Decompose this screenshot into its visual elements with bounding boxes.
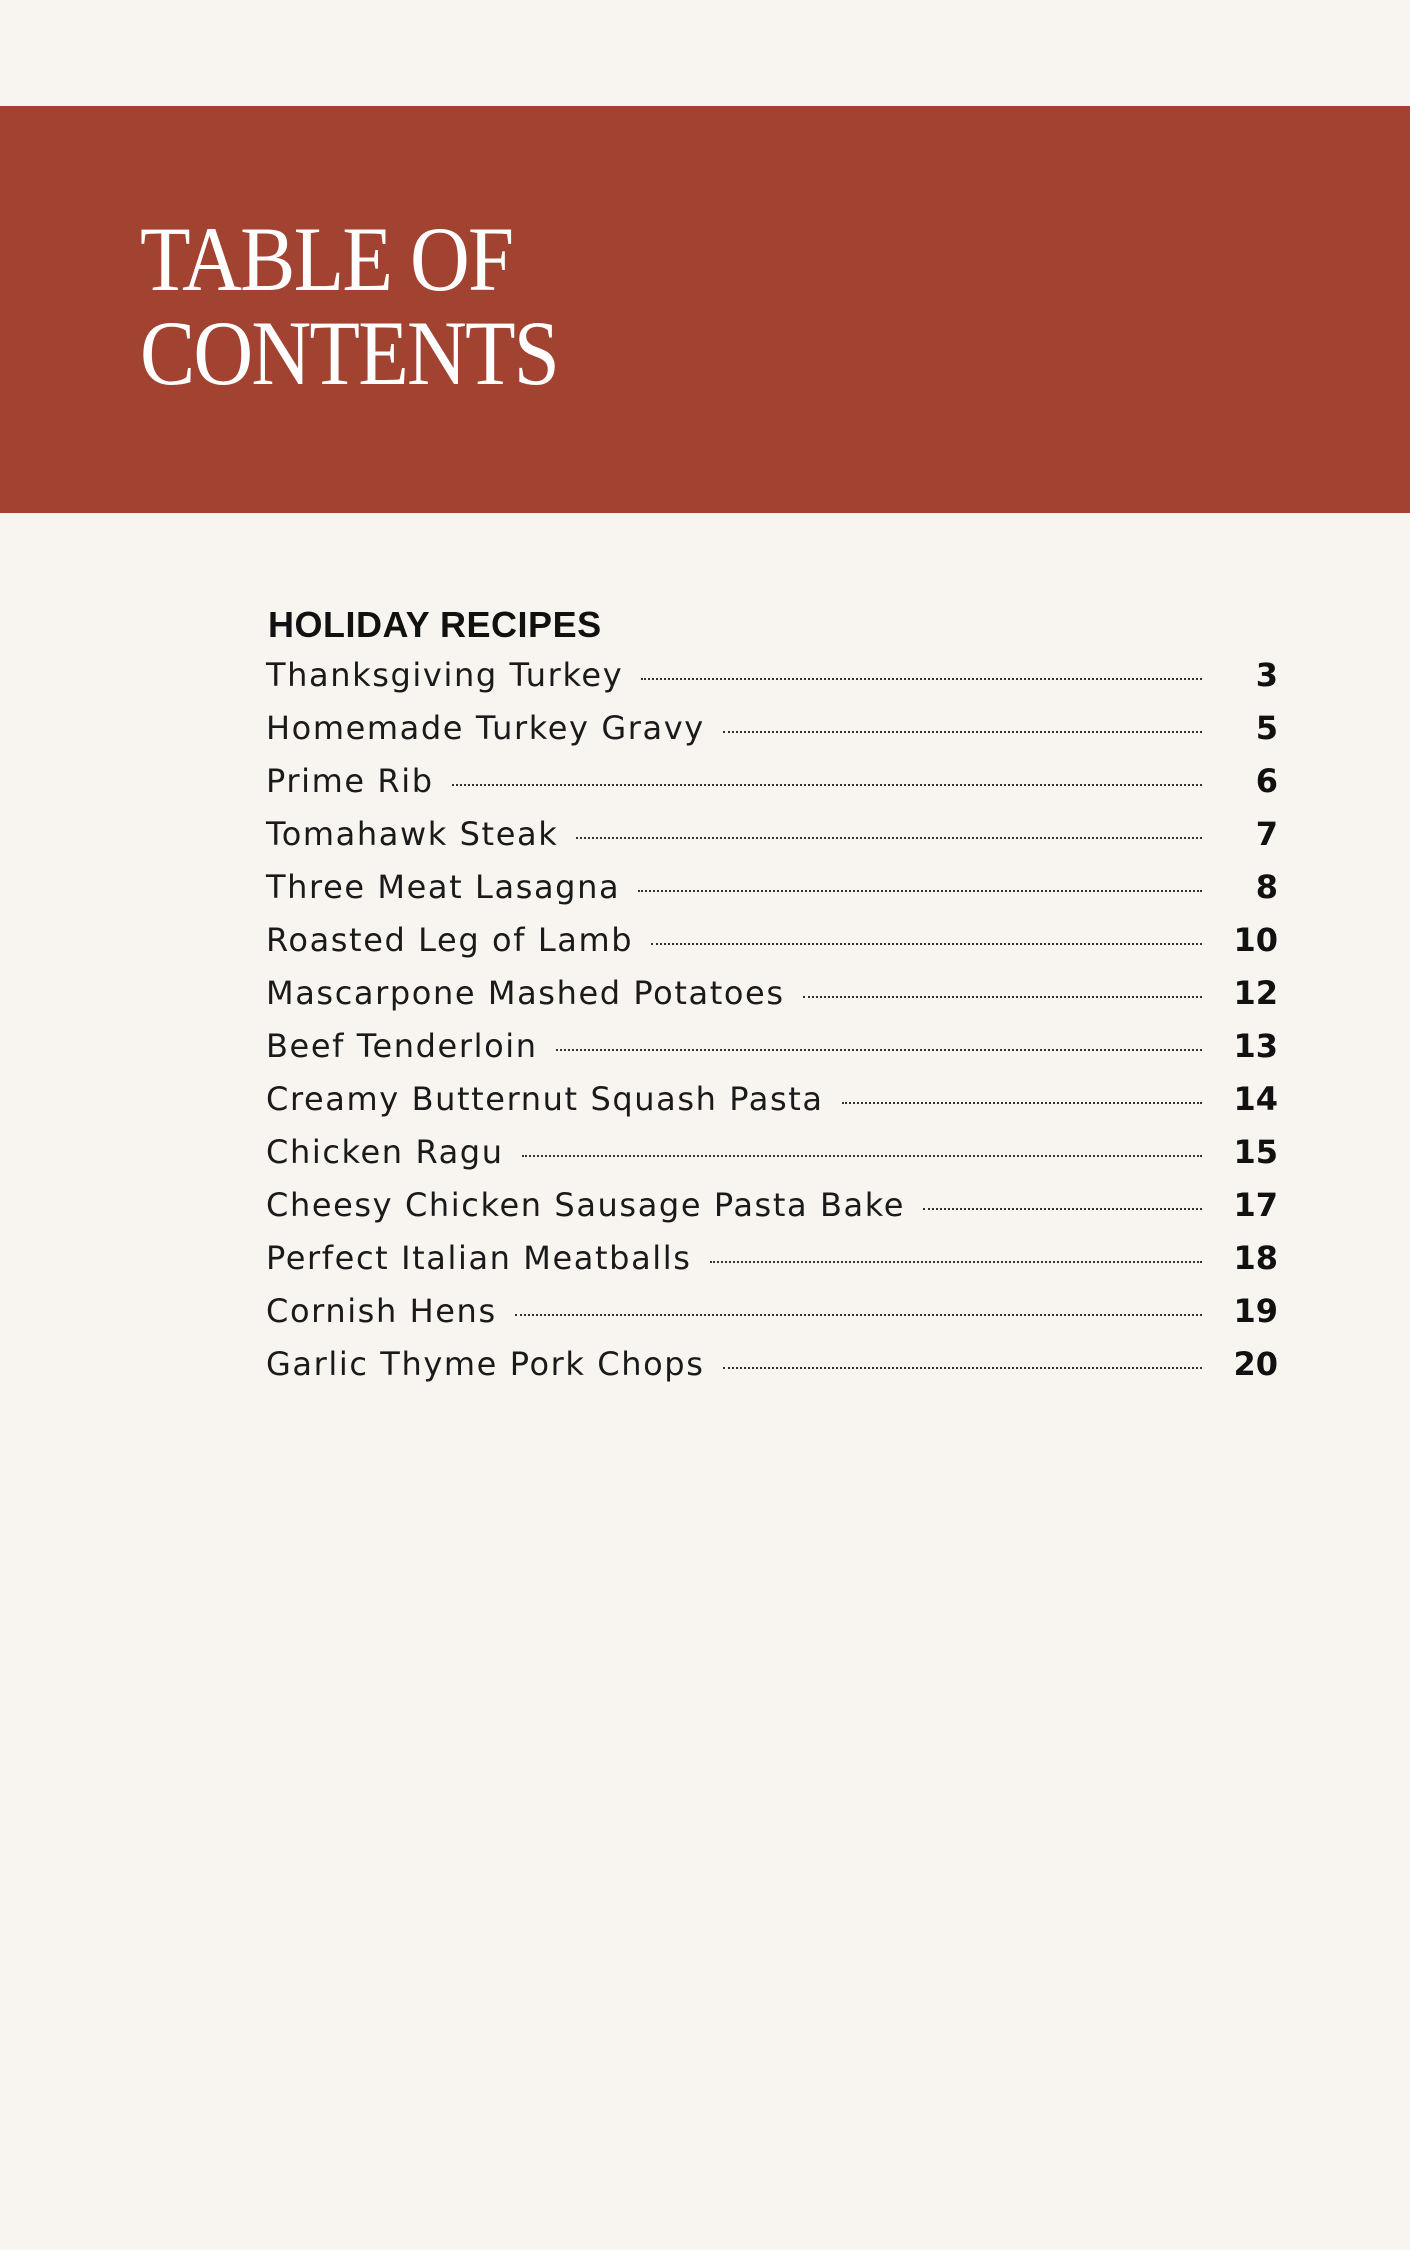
dot-leader (638, 890, 1202, 892)
section-heading: HOLIDAY RECIPES (268, 604, 602, 645)
toc-entry-title: Homemade Turkey Gravy (266, 709, 705, 747)
toc-entry-title: Beef Tenderloin (266, 1027, 538, 1065)
toc-entry-title: Garlic Thyme Pork Chops (266, 1345, 705, 1383)
dot-leader (515, 1314, 1202, 1316)
toc-entry[interactable] (266, 815, 1278, 868)
toc-entry-title: Tomahawk Steak (266, 815, 559, 853)
toc-entry-page: 18 (1233, 1239, 1278, 1277)
toc-entry[interactable] (266, 868, 1278, 921)
toc-entry[interactable] (266, 1345, 1278, 1398)
toc-entry-page: 5 (1255, 709, 1278, 747)
toc-entry[interactable] (266, 974, 1278, 1027)
toc-entry-title: Cornish Hens (266, 1292, 497, 1330)
toc-entry-title: Cheesy Chicken Sausage Pasta Bake (266, 1186, 905, 1224)
dot-leader (576, 837, 1202, 839)
toc-entry[interactable] (266, 709, 1278, 762)
toc-entry-page: 8 (1255, 868, 1278, 906)
dot-leader (710, 1261, 1202, 1263)
toc-entry-page: 7 (1255, 815, 1278, 853)
toc-entry-page: 17 (1233, 1186, 1278, 1224)
toc-entry[interactable] (266, 1027, 1278, 1080)
toc-entry-page: 15 (1233, 1133, 1278, 1171)
dot-leader (522, 1155, 1202, 1157)
toc-entry-page: 12 (1233, 974, 1278, 1012)
dot-leader (556, 1049, 1202, 1051)
dot-leader (641, 678, 1202, 680)
toc-entry[interactable] (266, 1133, 1278, 1186)
toc-entry-page: 19 (1233, 1292, 1278, 1330)
toc-entry-title: Roasted Leg of Lamb (266, 921, 634, 959)
dot-leader (803, 996, 1202, 998)
toc-entry-title: Mascarpone Mashed Potatoes (266, 974, 785, 1012)
toc-entry-page: 14 (1233, 1080, 1278, 1118)
dot-leader (842, 1102, 1202, 1104)
toc-list (266, 656, 1278, 1398)
toc-entry-title: Creamy Butternut Squash Pasta (266, 1080, 824, 1118)
page-title (140, 208, 559, 404)
toc-entry[interactable] (266, 1186, 1278, 1239)
toc-entry[interactable] (266, 656, 1278, 709)
toc-entry-title: Chicken Ragu (266, 1133, 504, 1171)
toc-entry-title: Three Meat Lasagna (266, 868, 621, 906)
dot-leader (452, 784, 1202, 786)
toc-entry[interactable] (266, 762, 1278, 815)
toc-entry-title: Perfect Italian Meatballs (266, 1239, 692, 1277)
page-title-line-1: TABLE OF (140, 208, 513, 310)
toc-entry[interactable] (266, 1292, 1278, 1345)
toc-entry-page: 3 (1255, 656, 1278, 694)
page-title-line-2: CONTENTS (140, 302, 559, 404)
toc-entry-page: 6 (1255, 762, 1278, 800)
toc-entry-page: 10 (1233, 921, 1278, 959)
toc-entry-page: 13 (1233, 1027, 1278, 1065)
dot-leader (723, 731, 1202, 733)
toc-entry-title: Prime Rib (266, 762, 434, 800)
dot-leader (923, 1208, 1202, 1210)
toc-entry[interactable] (266, 921, 1278, 974)
toc-entry-page: 20 (1233, 1345, 1278, 1383)
toc-entry[interactable] (266, 1239, 1278, 1292)
dot-leader (651, 943, 1202, 945)
toc-entry[interactable] (266, 1080, 1278, 1133)
dot-leader (723, 1367, 1203, 1369)
toc-entry-title: Thanksgiving Turkey (266, 656, 624, 694)
